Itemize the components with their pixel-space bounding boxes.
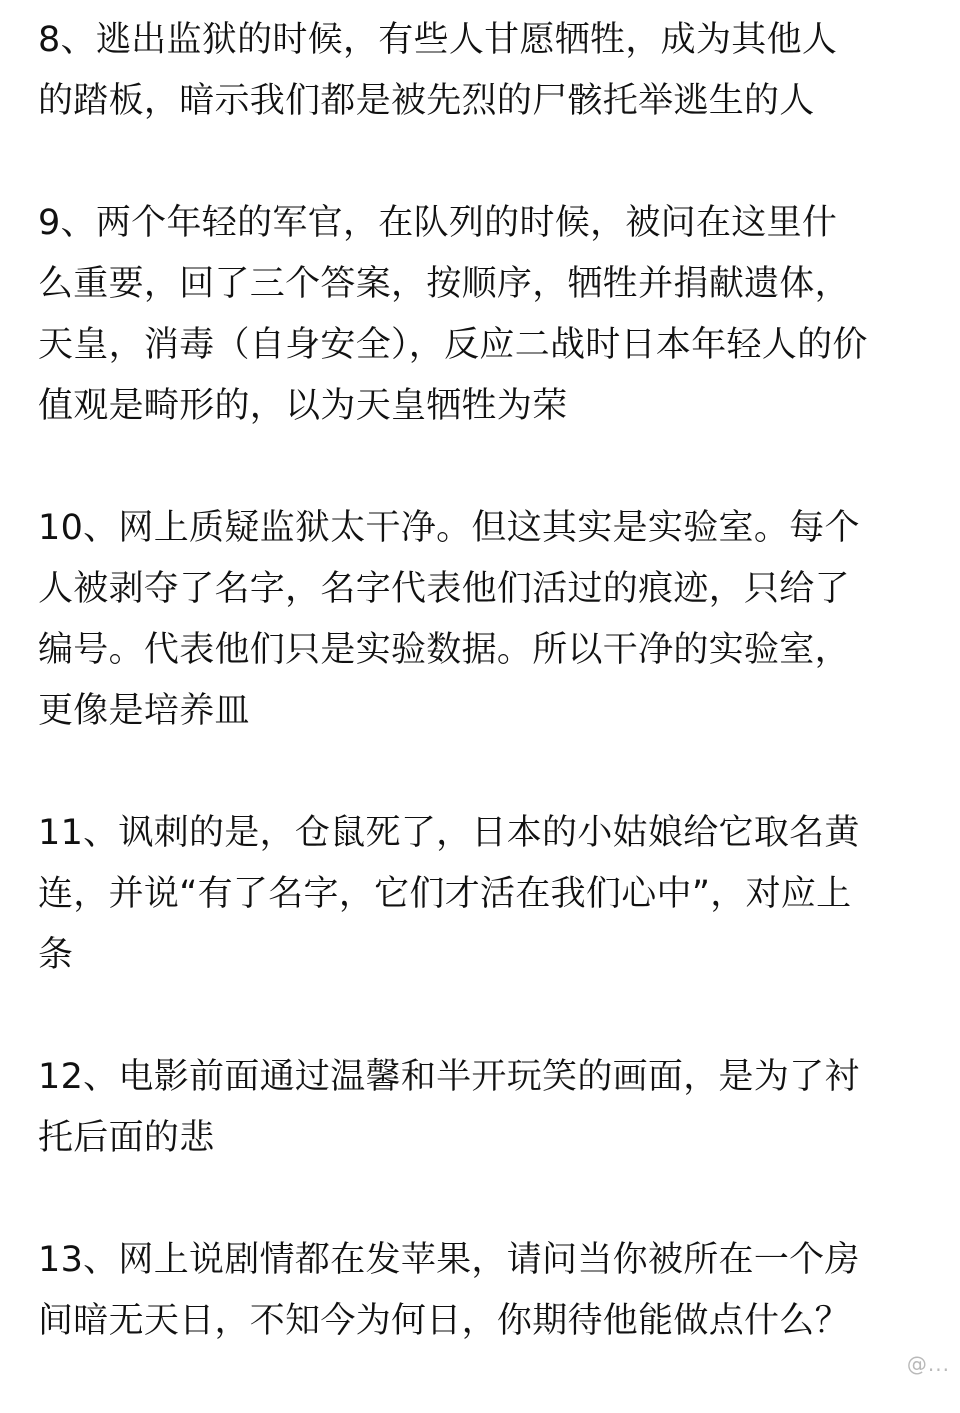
note-line: 么重要，回了三个答案，按顺序，牺牲并捐献遗体， [38,264,850,304]
note-line: 8、逃出监狱的时候，有些人甘愿牺牲，成为其他人 [38,20,838,60]
note-line: 编号。代表他们只是实验数据。所以干净的实验室， [38,630,850,670]
note-line: 条 [38,935,74,975]
note-line: 连，并说“有了名字，它们才活在我们心中”，对应上 [38,874,852,914]
note-8 [38,10,922,132]
note-12 [38,1047,922,1169]
note-9 [38,193,922,437]
note-13 [38,1230,922,1352]
note-11 [38,803,922,986]
note-line: 13、网上说剧情都在发苹果，请问当你被所在一个房 [38,1240,860,1280]
note-line: 11、讽刺的是，仓鼠死了，日本的小姑娘给它取名黄 [38,813,860,853]
note-line: 9、两个年轻的军官，在队列的时候，被问在这里什 [38,203,838,243]
note-line: 更像是培养皿 [38,691,250,731]
document-body [38,10,922,1413]
watermark: @... [906,1352,950,1376]
note-line: 10、网上质疑监狱太干净。但这其实是实验室。每个 [38,508,860,548]
note-line: 间暗无天日，不知今为何日，你期待他能做点什么？ [38,1301,850,1341]
note-line: 人被剥夺了名字，名字代表他们活过的痕迹，只给了 [38,569,850,609]
note-10 [38,498,922,742]
note-line: 值观是畸形的，以为天皇牺牲为荣 [38,386,568,426]
note-line: 12、电影前面通过温馨和半开玩笑的画面，是为了衬 [38,1057,860,1097]
note-line: 的踏板，暗示我们都是被先烈的尸骸托举逃生的人 [38,81,815,121]
note-line: 天皇，消毒（自身安全），反应二战时日本年轻人的价 [38,325,868,365]
note-line: 托后面的悲 [38,1118,215,1158]
